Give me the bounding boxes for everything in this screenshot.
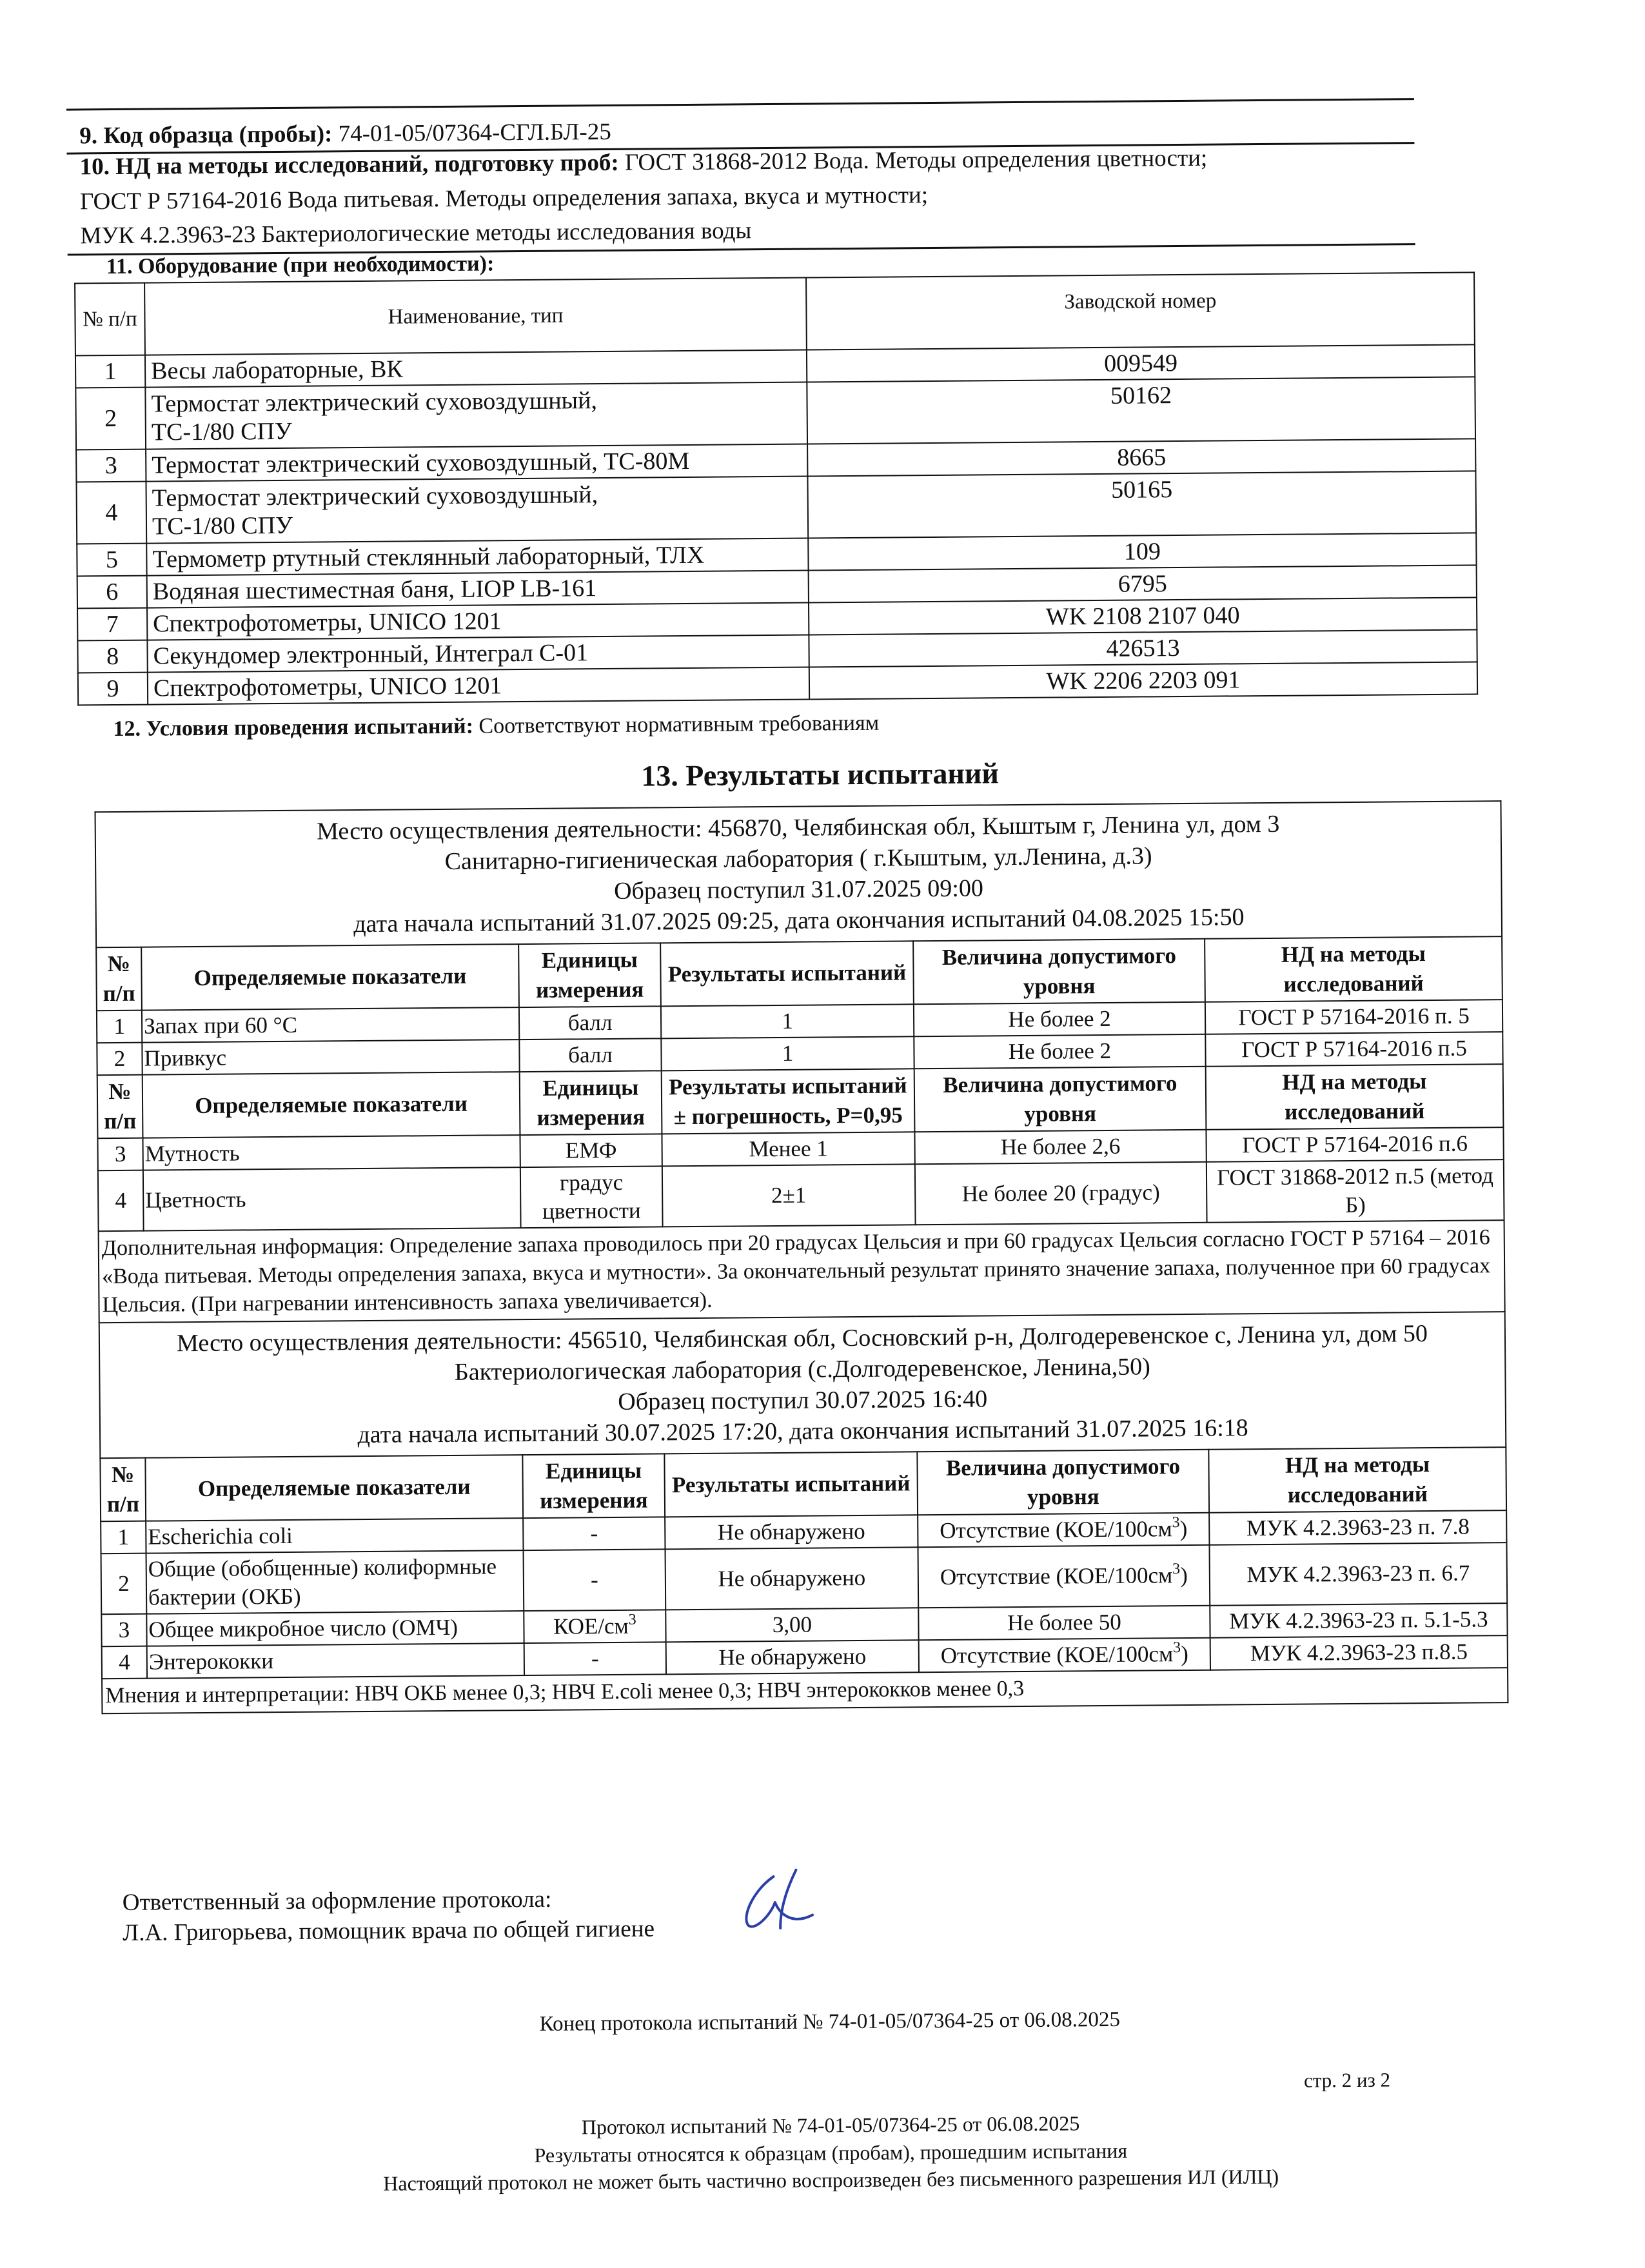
table-row: 3 Термостат электрический суховоздушный, ТС-80М 8665 xyxy=(76,439,1475,482)
header-serial: Заводской номер xyxy=(806,272,1475,350)
block2-received: Образец поступил 30.07.2025 16:40 xyxy=(618,1385,988,1415)
section-11-label: 11. Оборудование (при необходимости): xyxy=(106,251,495,279)
block2-place: Место осуществления деятельности: 456510, Челябинская обл, Сосновский р-н, Долгодеревенское с, Ленина ул, дом 50 xyxy=(176,1320,1428,1357)
block2-dates: дата начала испытаний 30.07.2025 17:20, дата окончания испытаний 31.07.2025 16:18 xyxy=(357,1414,1248,1449)
limit-cell: Отсутствие $(КОЕ/100см^3)$ xyxy=(918,1545,1210,1608)
equipment-header-row xyxy=(75,272,1475,355)
block1-info xyxy=(95,801,1502,947)
table-row: 9 Спектрофотометры, UNICO 1201 WK 2206 2203 091 xyxy=(78,662,1477,705)
table-row: 4 Термостат электрический суховоздушный, ТС-1/80 СПУ 50165 xyxy=(76,471,1476,544)
sample-code-value: 74-01-05/07364-СГЛ.БЛ-25 xyxy=(338,118,611,148)
block1-received: Образец поступил 31.07.2025 09:00 xyxy=(613,874,984,905)
limit-cell: Отсутствие $(КОЕ/100см^3)$ xyxy=(918,1513,1209,1548)
block1-header-row: № п/п Определяемые показатели Единицы измерения Результаты испытаний Величина допустимого уровня НД на методы исследований xyxy=(96,936,1502,1011)
block1-info-row xyxy=(95,801,1502,947)
table-row: 2 Термостат электрический суховоздушный, ТС-1/80 СПУ 50162 xyxy=(75,377,1475,449)
results-table xyxy=(94,800,1508,1714)
table-row: 7 Спектрофотометры, UNICO 1201 WK 2108 2107 040 xyxy=(77,597,1477,640)
method-line-2: ГОСТ Р 57164-2016 Вода питьевая. Методы определения запаха, вкуса и мутности; xyxy=(79,182,929,215)
method-line-1: ГОСТ 31868-2012 Вода. Методы определения цветности; xyxy=(624,144,1208,176)
section-9-label: 9. Код образца (пробы): xyxy=(79,121,333,150)
conditions-value: Соответствуют нормативным требованиям xyxy=(478,711,880,738)
block1-additional-info: Дополнительная информация: Определение запаха проводилось при 20 градусах Цельсия и при 60 градусах Цельсия согласно ГОСТ Р 57164 – 2016 «Вода питьевая. Методы определения запаха, вкуса и мутности». За окончательный результат принято значение запаха, полученное при 60 градусах Цельсия. (При нагревании интенсивность запаха увеличивается). xyxy=(99,1220,1505,1323)
signature-line-1: Ответственный за оформление протокола: xyxy=(122,1886,552,1916)
section-12-conditions xyxy=(113,709,879,744)
handwritten-signature-icon xyxy=(734,1863,825,1935)
header-num: № п/п xyxy=(75,283,145,356)
table-row: 3 Общее микробное число (ОМЧ) КОЕ/$см^3$ 3,00 Не более 50 МУК 4.2.3963-23 п. 5.1-5.3 xyxy=(101,1603,1507,1646)
block2-header-row: № п/п Определяемые показатели Единицы измерения Результаты испытаний Величина допустимого уровня НД на методы исследований xyxy=(100,1447,1506,1521)
footer-protocol-number: Протокол испытаний № 74-01-05/07364-25 от 06.08.2025 xyxy=(581,2111,1080,2139)
unit-cell: КОЕ/$см^3$ xyxy=(524,1610,665,1643)
block2-interpretations: Мнения и интерпретации: НВЧ ОКБ менее 0,3; НВЧ E.coli менее 0,3; НВЧ энтерококков менее 0,3 xyxy=(102,1668,1508,1713)
signature-line-2: Л.А. Григорьева, помощник врача по общей гигиене xyxy=(122,1915,655,1946)
section-12-label: 12. Условия проведения испытаний: xyxy=(113,714,474,742)
divider xyxy=(66,98,1414,110)
block1-place: Место осуществления деятельности: 456870, Челябинская обл, Кыштым г, Ленина ул, дом 3 xyxy=(316,810,1280,845)
block1-note-row xyxy=(99,1220,1505,1323)
block1-lab: Санитарно-гигиеническая лаборатория ( г.Кыштым, ул.Ленина, д.3) xyxy=(444,842,1152,875)
block2-info-row xyxy=(99,1312,1506,1458)
block2-info xyxy=(99,1312,1506,1458)
section-9-sample-code xyxy=(79,117,611,151)
section-13-title: 13. Результаты испытаний xyxy=(641,756,1000,793)
footer-reproduction-note: Настоящий протокол не может быть частично воспроизведен без письменного разрешения ИЛ (ИЛЦ) xyxy=(383,2164,1279,2195)
footer-results-note: Результаты относятся к образцам (пробам), прошедшим испытания xyxy=(534,2138,1128,2167)
table-row: 5 Термометр ртутный стеклянный лабораторный, ТЛХ 109 xyxy=(77,533,1476,576)
table-row: 2 Общие (обобщенные) колиформные бактерии (ОКБ) - Не обнаружено Отсутствие $(КОЕ/100см^3)$ МУК 4.2.3963-23 п. 6.7 xyxy=(101,1543,1508,1614)
table-row: 8 Секундомер электронный, Интеграл С-01 426513 xyxy=(77,629,1477,673)
limit-cell: Отсутствие $(КОЕ/100см^3)$ xyxy=(919,1638,1210,1673)
table-row: 1 Escherichia coli - Не обнаружено Отсутствие $(КОЕ/100см^3)$ МУК 4.2.3963-23 п. 7.8 xyxy=(101,1510,1506,1553)
block1-header-row-2: № п/п Определяемые показатели Единицы измерения Результаты испытаний ± погрешность, Р=0,95 Величина допустимого уровня НД на методы исследований xyxy=(97,1064,1504,1138)
table-row: 1 Весы лабораторные, ВК 009549 xyxy=(75,344,1475,388)
header-name: Наименование, тип xyxy=(144,278,807,355)
end-of-protocol: Конец протокола испытаний № 74-01-05/07364-25 от 06.08.2025 xyxy=(539,2007,1121,2036)
equipment-table xyxy=(74,271,1478,705)
page-number: стр. 2 из 2 xyxy=(1303,2068,1391,2092)
table-row: 6 Водяная шестиместная баня, LIOP LB-161 6795 xyxy=(77,565,1477,608)
method-line-3: МУК 4.2.3963-23 Бактериологические методы исследования воды xyxy=(80,217,752,250)
table-row: 3 Мутность ЕМФ Менее 1 Не более 2,6 ГОСТ Р 57164-2016 п.6 xyxy=(97,1127,1503,1170)
block1-dates: дата начала испытаний 31.07.2025 09:25, дата окончания испытаний 04.08.2025 15:50 xyxy=(353,903,1245,938)
table-row: 4 Энтерококки - Не обнаружено Отсутствие $(КОЕ/100см^3)$ МУК 4.2.3963-23 п.8.5 xyxy=(102,1635,1508,1679)
table-row: 1 Запах при 60 °С балл 1 Не более 2 ГОСТ Р 57164-2016 п. 5 xyxy=(97,1000,1502,1043)
table-row: 4 Цветность градус цветности 2±1 Не более 20 (градус) ГОСТ 31868-2012 п.5 (метод Б) xyxy=(98,1159,1504,1231)
section-10-label: 10. НД на методы исследований, подготовку проб: xyxy=(79,149,619,181)
block2-lab: Бактериологическая лаборатория (с.Долгодеревенское, Ленина,50) xyxy=(454,1353,1150,1386)
table-row: 2 Привкус балл 1 Не более 2 ГОСТ Р 57164-2016 п.5 xyxy=(97,1032,1502,1075)
